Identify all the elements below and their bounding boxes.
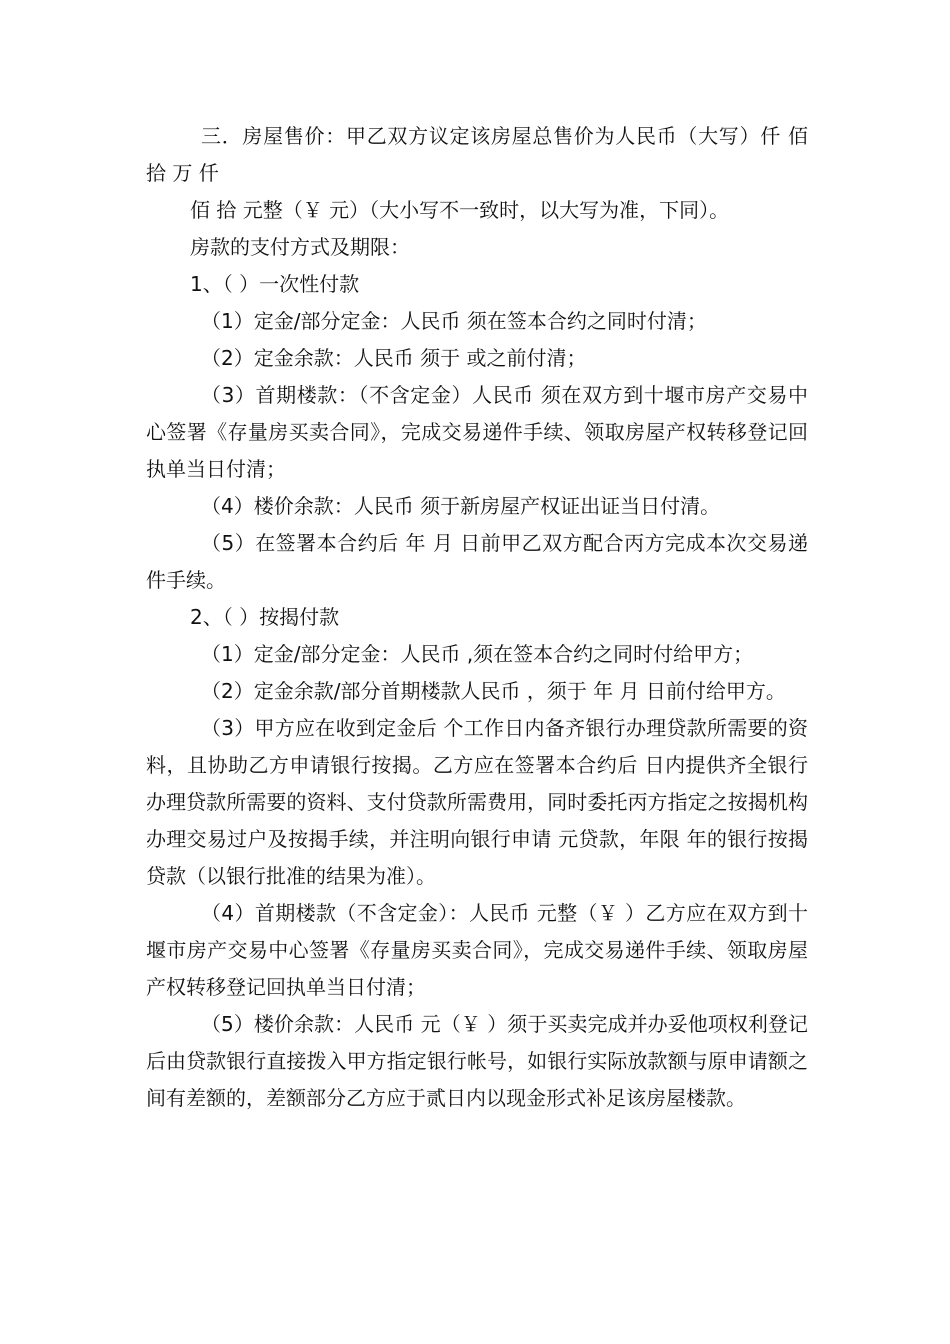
document-body <box>146 118 808 1117</box>
paragraph-lump-sum-item-2: （2）定金余款：人民币 须于 或之前付清； <box>201 346 587 370</box>
paragraph-mortgage-item-3: （3）甲方应在收到定金后 个工作日内备齐银行办理贷款所需要的资料，且协助乙方申请银行按揭。乙方应在签署本合约后 日内提供齐全银行办理贷款所需要的资料、支付贷款所需费用，同时委托丙方指定之按揭机构办理交易过户及按揭手续，并注明向银行申请 元贷款，年限 年的银行按揭贷款（以银行批准的结果为准）。 <box>146 716 808 888</box>
paragraph-house-price: 三．房屋售价：甲乙双方议定该房屋总售价为人民币（大写）仟 佰 拾 万 仟 <box>146 124 808 185</box>
paragraph-lump-sum-item-5: （5）在签署本合约后 年 月 日前甲乙双方配合丙方完成本次交易递件手续。 <box>146 531 808 592</box>
paragraph-mortgage-item-1: （1）定金/部分定金：人民币 ,须在签本合约之同时付给甲方； <box>201 642 754 666</box>
paragraph-lump-sum-heading: 1、（ ）一次性付款 <box>190 272 360 296</box>
paragraph-lump-sum-item-3: （3）首期楼款：（不含定金）人民币 须在双方到十堰市房产交易中心签署《存量房买卖合同》，完成交易递件手续、领取房屋产权转移登记回执单当日付清； <box>146 383 808 481</box>
paragraph-payment-method-heading: 房款的支付方式及期限： <box>190 235 410 259</box>
paragraph-lump-sum-item-4: （4）楼价余款：人民币 须于新房屋产权证出证当日付清。 <box>201 494 721 518</box>
paragraph-mortgage-heading: 2、（ ）按揭付款 <box>190 605 340 629</box>
paragraph-mortgage-item-4: （4）首期楼款（不含定金）：人民币 元整（￥ ）乙方应在双方到十堰市房产交易中心签署《存量房买卖合同》，完成交易递件手续、领取房屋产权转移登记回执单当日付清； <box>146 901 808 999</box>
paragraph-price-amount: 佰 拾 元整（￥ 元）（大小写不一致时，以大写为准，下同）。 <box>190 198 730 222</box>
paragraph-mortgage-item-5: （5）楼价余款：人民币 元（￥ ）须于买卖完成并办妥他项权利登记后由贷款银行直接拨入甲方指定银行帐号，如银行实际放款额与原申请额之间有差额的，差额部分乙方应于贰日内以现金形式补足该房屋楼款。 <box>146 1012 808 1110</box>
paragraph-mortgage-item-2: （2）定金余款/部分首期楼款人民币 ，须于 年 月 日前付给甲方。 <box>201 679 786 703</box>
paragraph-lump-sum-item-1: （1）定金/部分定金：人民币 须在签本合约之同时付清； <box>201 309 707 333</box>
